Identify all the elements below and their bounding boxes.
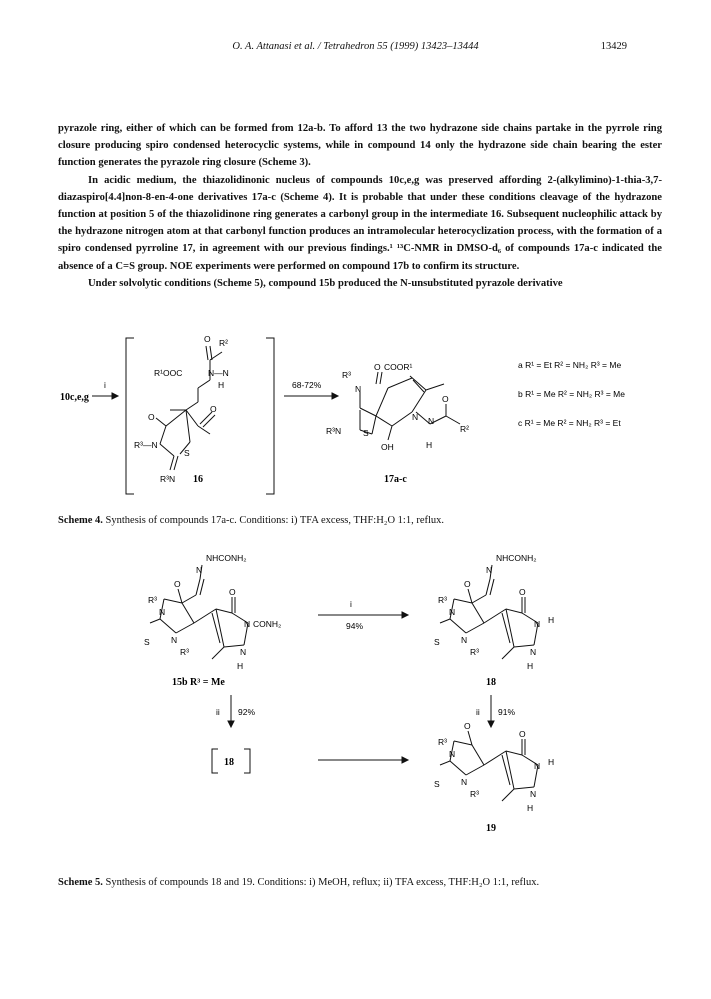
- atom-r3: R³: [470, 789, 479, 799]
- atom-n: N: [412, 412, 419, 422]
- paragraph-1: pyrazole ring, either of which can be formed from 12a-b. To afford 13 the two hydrazone side chains partake in the pyrrole ring closure producing spiro condensed heterocyclic systems, while in compound 14 only the hydrazone side chain bearing the ester function generates the pyrazole ring closure (Scheme 3).: [58, 123, 662, 169]
- scheme-5-step-ii-left: ii: [216, 707, 220, 717]
- atom-o: O: [148, 412, 155, 422]
- atom-r3: R³: [470, 647, 479, 657]
- scheme-5-caption-label: Scheme 5.: [58, 877, 103, 888]
- atom-n: N: [159, 607, 166, 617]
- atom-o: O: [464, 579, 471, 589]
- scheme-5-caption: [58, 874, 662, 891]
- atom-s: S: [434, 779, 440, 789]
- scheme-5-caption-text: Synthesis of compounds 18 and 19. Conditions: i) MeOH, reflux; ii) TFA excess, THF:H₂O 1:1, reflux.: [102, 877, 540, 888]
- atom-h: H: [548, 757, 555, 767]
- atom-coor1: COOR¹: [384, 362, 413, 372]
- atom-n: N: [461, 635, 468, 645]
- atom-oh: OH: [381, 442, 394, 452]
- atom-o: O: [374, 362, 381, 372]
- scheme-5-step-i: i: [350, 599, 352, 609]
- atom-r3n: R³N: [160, 474, 176, 484]
- atom-r2: R²: [460, 424, 469, 434]
- label-19: 19: [486, 823, 496, 834]
- atom-r3n-eq: R³N: [326, 426, 342, 436]
- atom-nhconh2: NHCONH₂: [206, 553, 247, 563]
- option-b: b R¹ = Me R² = NH₂ R³ = Me: [518, 389, 625, 399]
- body-text: [58, 120, 662, 292]
- atom-h: H: [527, 803, 534, 813]
- scheme-5-yield-left: 92%: [238, 707, 256, 717]
- atom-n: N: [486, 565, 493, 575]
- atom-s: S: [363, 428, 369, 438]
- atom-r3: R³: [438, 595, 447, 605]
- atom-r3: R³: [148, 595, 157, 605]
- atom-o: O: [229, 587, 236, 597]
- scheme-5-yield-right: 91%: [498, 707, 516, 717]
- scheme-5-yield-i: 94%: [346, 621, 364, 631]
- atom-h: H: [527, 661, 534, 671]
- atom-n: N: [530, 647, 537, 657]
- atom-n: N: [534, 619, 541, 629]
- option-a: a R¹ = Et R² = NH₂ R³ = Me: [518, 360, 622, 370]
- atom-o: O: [442, 394, 449, 404]
- scheme-4-caption-label: Scheme 4.: [58, 515, 103, 526]
- atom-n: N: [171, 635, 178, 645]
- label-15b: 15b R³ = Me: [172, 677, 225, 688]
- atom-r3: R³: [180, 647, 189, 657]
- atom-h: H: [237, 661, 244, 671]
- atom-h: H: [218, 380, 225, 390]
- atom-n: N: [449, 607, 456, 617]
- atom-o: O: [519, 729, 526, 739]
- atom-s: S: [144, 637, 150, 647]
- paragraph-3: Under solvolytic conditions (Scheme 5), compound 15b produced the N-unsubstituted pyrazole derivative: [88, 277, 563, 289]
- atom-o: O: [519, 587, 526, 597]
- atom-n: N: [530, 789, 537, 799]
- atom-n: N: [355, 384, 362, 394]
- atom-n: N: [428, 416, 435, 426]
- scheme-4-start-label: 10c,e,g: [60, 392, 89, 403]
- atom-o: O: [174, 579, 181, 589]
- atom-h: H: [426, 440, 433, 450]
- atom-s: S: [434, 637, 440, 647]
- atom-r3: R³: [342, 370, 351, 380]
- atom-conh2: CONH₂: [253, 619, 282, 629]
- atom-n: N: [196, 565, 203, 575]
- paragraph-2: In acidic medium, the thiazolidinonic nucleus of compounds 10c,e,g was preserved affording 2-(alkylimino)-1-thia-3,7-diazaspiro[4.4]non-8-en-4-one derivatives 17a-c (Scheme 4). It is probable that under these conditions cleavage of the hydrazone function at position 5 of the thiazolidinone ring generates a carbonyl group in the intermediate 16. Subsequent nucleophilic attack by the hydrazone nitrogen atom at that carbonyl function produces an intramolecular heterocyclization process, with the formation of a spiro condensed pyrroline 17, in agreement with our previous findings.¹ ¹³C-NMR in DMSO-d₆ of compounds 17a-c indicated the absence of a C=S group. NOE experiments were performed on compound 17b to confirm its structure.: [58, 174, 662, 272]
- running-title: O. A. Attanasi et al. / Tetrahedron 55 (1999) 13423–13444: [232, 41, 479, 52]
- atom-n: N: [534, 761, 541, 771]
- atom-r2: R²: [219, 338, 228, 348]
- atom-n: N: [461, 777, 468, 787]
- scheme-4-yield: 68-72%: [292, 380, 322, 390]
- atom-s: S: [184, 448, 190, 458]
- atom-r3: R³: [438, 737, 447, 747]
- scheme-5-step-ii-right: ii: [476, 707, 480, 717]
- label-18: 18: [486, 677, 496, 688]
- scheme-4-caption: [58, 515, 444, 526]
- atom-r1ooc: R¹OOC: [154, 368, 183, 378]
- atom-nn: N—N: [208, 368, 229, 378]
- scheme-4-caption-text: Synthesis of compounds 17a-c. Conditions: i) TFA excess, THF:H₂O 1:1, reflux.: [102, 515, 445, 526]
- atom-n: N: [449, 749, 456, 759]
- atom-r3n-ring: R³—N: [134, 440, 158, 450]
- atom-n: N: [240, 647, 247, 657]
- scheme-5-figure: [0, 543, 711, 868]
- page-number: 13429: [600, 41, 627, 52]
- atom-o: O: [210, 404, 217, 414]
- atom-h: H: [548, 615, 555, 625]
- atom-o: O: [464, 721, 471, 731]
- scheme-4-step-i: i: [104, 380, 106, 390]
- option-c: c R¹ = Me R² = NH₂ R³ = Et: [518, 418, 621, 428]
- scheme-4-figure: [0, 330, 711, 500]
- atom-o: O: [204, 334, 211, 344]
- atom-n: N: [244, 619, 251, 629]
- atom-nhconh2: NHCONH₂: [496, 553, 537, 563]
- scheme-4-intermediate-label: 16: [193, 474, 203, 485]
- label-bracket-18: 18: [224, 757, 234, 768]
- scheme-4-product-label: 17a-c: [384, 474, 407, 485]
